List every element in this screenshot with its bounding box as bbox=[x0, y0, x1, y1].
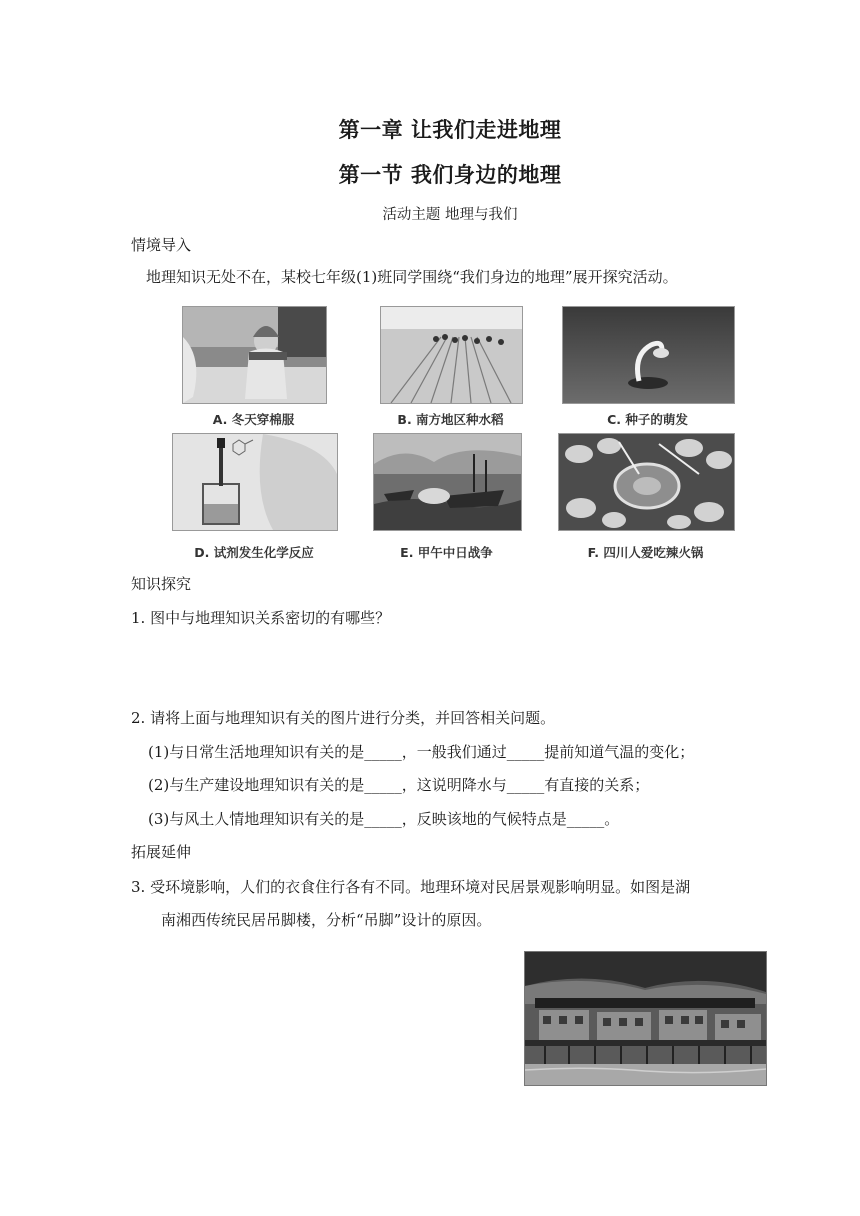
chemistry-reagent-photo bbox=[172, 433, 338, 531]
hotpot-photo bbox=[558, 433, 735, 531]
extend-heading: 拓展延伸 bbox=[131, 843, 192, 861]
question-2-part-2: (2)与生产建设地理知识有关的是_____，这说明降水与_____有直接的关系； bbox=[148, 776, 650, 794]
figure-caption-c: C. 种子的萌发 bbox=[607, 412, 688, 427]
figure-caption-d: D. 试剂发生化学反应 bbox=[194, 545, 314, 560]
section-title: 第一节 我们身边的地理 bbox=[338, 163, 562, 187]
question-2-part-3: (3)与风土人情地理知识有关的是_____，反映该地的气候特点是_____。 bbox=[148, 810, 620, 828]
question-2-part-1: (1)与日常生活地理知识有关的是_____，一般我们通过_____提前知道气温的变化； bbox=[148, 743, 695, 761]
figure-caption-b: B. 南方地区种水稻 bbox=[397, 412, 504, 427]
intro-heading: 情境导入 bbox=[131, 236, 192, 254]
question-1: 1. 图中与地理知识关系密切的有哪些？ bbox=[131, 609, 391, 627]
figure-caption-f: F. 四川人爱吃辣火锅 bbox=[587, 545, 704, 560]
figure-caption-e: E. 甲午中日战争 bbox=[400, 545, 493, 560]
stilt-house-photo bbox=[524, 951, 767, 1086]
intro-paragraph: 地理知识无处不在，某校七年级(1)班同学围绕“我们身边的地理”展开探究活动。 bbox=[146, 268, 678, 286]
figure-caption-a: A. 冬天穿棉服 bbox=[212, 412, 295, 427]
seed-sprouting-photo bbox=[562, 306, 735, 404]
activity-title: 活动主题 地理与我们 bbox=[382, 207, 518, 223]
explore-heading: 知识探究 bbox=[131, 575, 192, 593]
rice-planting-photo bbox=[380, 306, 523, 404]
naval-battle-photo bbox=[373, 433, 522, 531]
question-3-line-2: 南湘西传统民居吊脚楼，分析“吊脚”设计的原因。 bbox=[161, 911, 492, 929]
chapter-title: 第一章 让我们走进地理 bbox=[338, 118, 562, 142]
child-in-winter-coat-photo bbox=[182, 306, 327, 404]
question-2: 2. 请将上面与地理知识有关的图片进行分类，并回答相关问题。 bbox=[131, 709, 556, 727]
question-3-line-1: 3. 受环境影响，人们的衣食住行各有不同。地理环境对民居景观影响明显。如图是湖 bbox=[131, 878, 691, 896]
